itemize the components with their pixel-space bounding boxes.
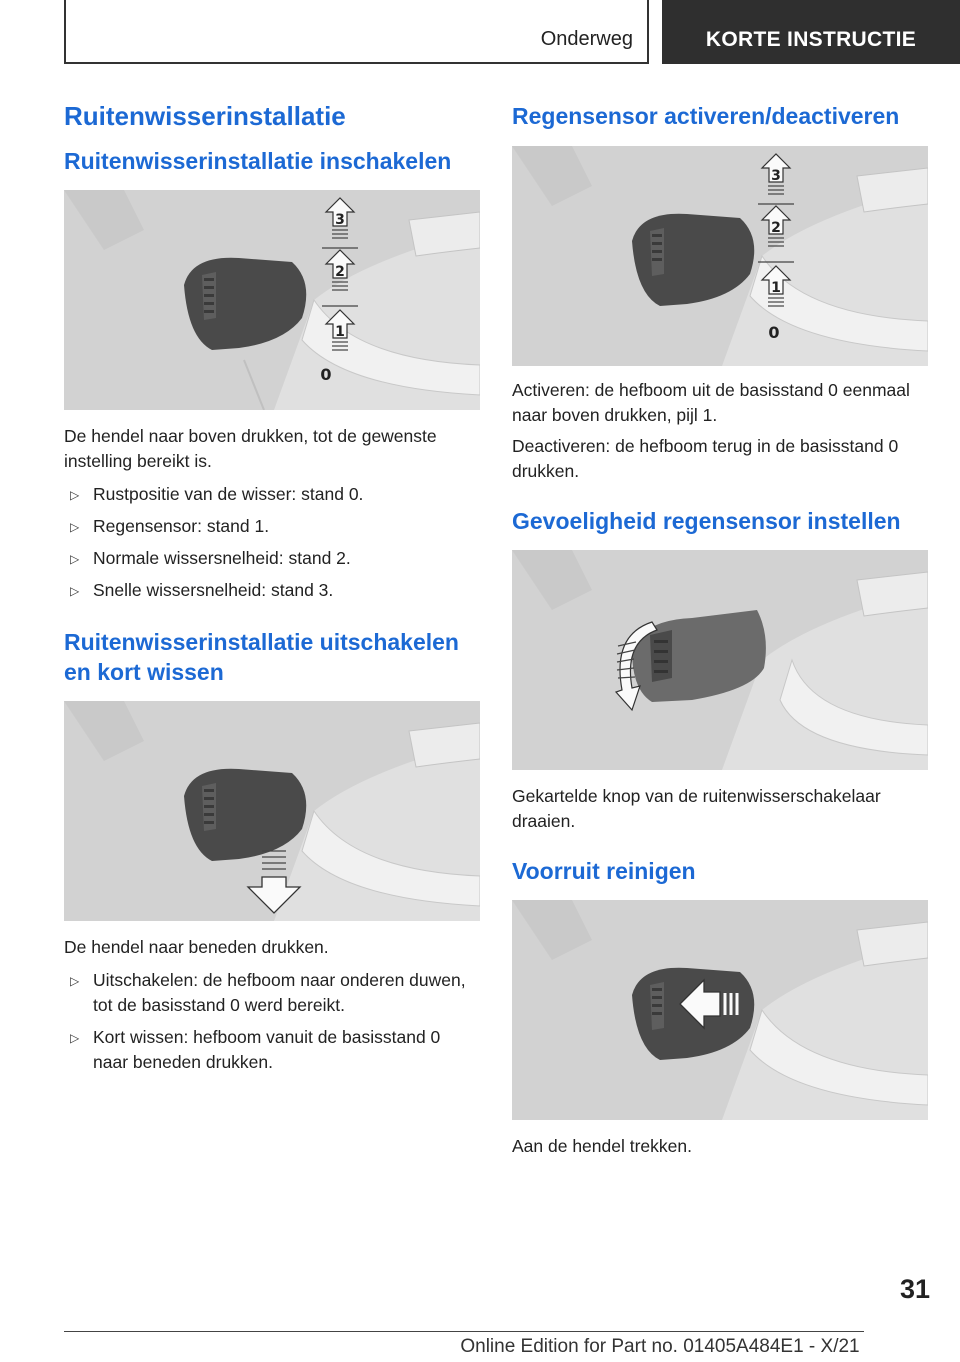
page-number: 31: [899, 1274, 930, 1304]
bullet-list: [64, 968, 480, 1075]
heading-rain-sensor: Regensensor activeren/deactiveren: [512, 103, 900, 129]
position-label: 2: [335, 264, 345, 280]
position-label: 1: [771, 280, 781, 296]
clean-windshield-illustration: [512, 900, 928, 1120]
section-title: Onderweg: [540, 28, 633, 50]
list-item: ▷ Kort wissen: hefboom vanuit de basisstand 0 naar beneden drukken.: [70, 1027, 441, 1072]
position-label: 2: [771, 220, 781, 236]
heading-wiper-on: Ruitenwisserinstallatie inschakelen: [64, 148, 452, 174]
chapter-tab: KORTE INSTRUCTIE: [662, 0, 960, 64]
list-item: ▷ Regensensor: stand 1.: [64, 514, 480, 539]
right-column: [512, 98, 928, 1159]
bullet-triangle-icon: ▷: [70, 974, 80, 988]
position-label: 3: [771, 168, 781, 184]
list-item: ▷ Uitschakelen: de hefboom naar onderen duwen, tot de basisstand 0 werd bereikt.: [70, 970, 466, 1015]
paragraph: Activeren: de hefboom uit de basisstand 0 eenmaal naar boven drukken, pijl 1.: [512, 380, 910, 425]
bullet-triangle-icon: ▷: [70, 520, 80, 534]
bullet-triangle-icon: ▷: [70, 1031, 80, 1045]
heading-wiper-off: Ruitenwisserinstallatie uitschakelen en kort wissen: [64, 629, 459, 685]
footer-divider: [64, 1331, 864, 1332]
paragraph: Gekartelde knop van de ruitenwisserschakelaar draaien.: [512, 786, 881, 831]
list-item: ▷ Normale wissersnelheid: stand 2.: [64, 546, 480, 571]
page-title: Ruitenwisserinstallatie: [64, 101, 346, 131]
wiper-on-illustration: [64, 190, 480, 410]
position-label: 1: [335, 324, 345, 340]
rain-sensor-illustration: [512, 146, 928, 366]
header-box: [64, 0, 649, 64]
position-label: 0: [320, 365, 332, 384]
sensitivity-illustration: [512, 550, 928, 770]
list-item: ▷ Rustpositie van de wisser: stand 0.: [64, 482, 480, 507]
left-column: [64, 98, 480, 1075]
paragraph: Aan de hendel trekken.: [512, 1136, 692, 1156]
position-label: 0: [768, 323, 780, 342]
paragraph: Deactiveren: de hefboom terug in de basisstand 0 drukken.: [512, 436, 899, 481]
footer-edition: Online Edition for Part no. 01405A484E1 - X/21: [460, 1336, 860, 1357]
paragraph: De hendel naar boven drukken, tot de gewenste instelling bereikt is.: [64, 426, 437, 471]
position-label: 3: [335, 212, 345, 228]
wiper-off-illustration: [64, 701, 480, 921]
bullet-triangle-icon: ▷: [70, 552, 80, 566]
bullet-triangle-icon: ▷: [70, 584, 80, 598]
bullet-list: [64, 482, 480, 603]
paragraph: De hendel naar beneden drukken.: [64, 937, 329, 957]
list-item: ▷ Snelle wissersnelheid: stand 3.: [64, 578, 480, 603]
heading-clean-windshield: Voorruit reinigen: [512, 858, 696, 884]
bullet-triangle-icon: ▷: [70, 488, 80, 502]
heading-sensitivity: Gevoeligheid regensensor instellen: [512, 508, 901, 534]
